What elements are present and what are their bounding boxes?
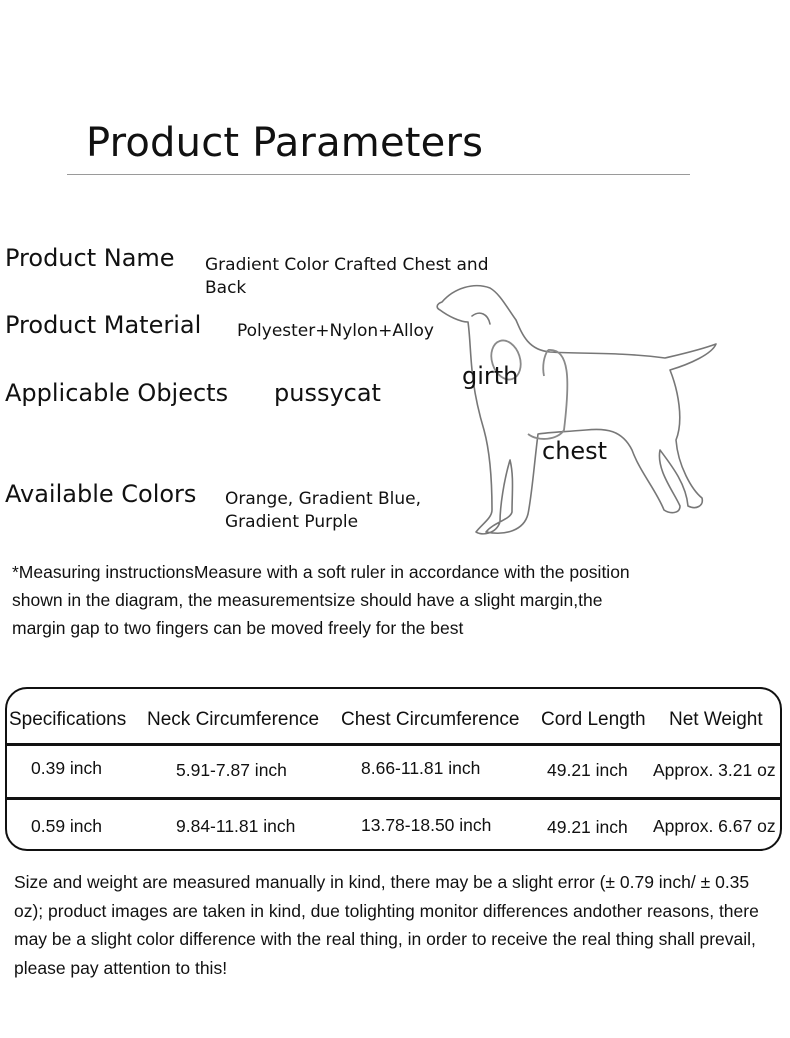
- dog-measurement-diagram: [420, 280, 730, 545]
- row2-weight: Approx. 6.67 oz: [653, 816, 776, 836]
- girth-label: girth: [462, 362, 519, 390]
- table-divider: [7, 743, 780, 746]
- row2-cord: 49.21 inch: [547, 817, 628, 837]
- header-net-weight: Net Weight: [669, 709, 763, 730]
- header-neck-circumference: Neck Circumference: [147, 709, 320, 730]
- header-cord-length: Cord Length: [541, 709, 646, 730]
- row1-weight: Approx. 3.21 oz: [653, 760, 776, 780]
- row2-spec: 0.59 inch: [31, 816, 103, 836]
- row1-chest: 8.66-11.81 inch: [361, 758, 481, 778]
- row1-cord: 49.21 inch: [547, 760, 628, 780]
- param-value-product-name: Gradient Color Crafted Chest and Back: [205, 255, 489, 298]
- measuring-instructions: *Measuring instructionsMeasure with a soft ruler in accordance with the position shown in the diagram, the measurementsize should have a slight margin,the margin gap to two fingers can be moved freely for the best: [12, 562, 630, 638]
- table-divider: [7, 797, 780, 800]
- param-label-product-material: Product Material: [5, 311, 202, 339]
- header-specifications: Specifications: [9, 709, 127, 730]
- size-table: [5, 687, 782, 851]
- param-label-applicable-objects: Applicable Objects: [5, 379, 229, 407]
- page-title: Product Parameters: [86, 120, 484, 166]
- chest-strap: [528, 350, 567, 439]
- param-value-product-material: Polyester+Nylon+Alloy: [237, 321, 434, 341]
- param-value-applicable-objects: pussycat: [274, 379, 381, 407]
- row2-chest: 13.78-18.50 inch: [361, 815, 492, 835]
- disclaimer-note: Size and weight are measured manually in kind, there may be a slight error (± 0.79 inch/ ± 0.35 oz); product images are taken in kind, due tolighting monitor differences andother reasons, there may be a slight color difference with the real thing, in order to receive the real thing shall prevail, please pay attention to this!: [14, 872, 759, 978]
- param-label-available-colors: Available Colors: [5, 480, 197, 508]
- chest-label: chest: [542, 437, 608, 465]
- param-value-available-colors: Orange, Gradient Blue, Gradient Purple: [225, 489, 422, 532]
- title-divider: [67, 174, 690, 175]
- row1-spec: 0.39 inch: [31, 758, 103, 778]
- param-label-product-name: Product Name: [5, 244, 175, 272]
- row2-neck: 9.84-11.81 inch: [176, 816, 296, 836]
- header-chest-circumference: Chest Circumference: [341, 709, 520, 730]
- dog-outline: [437, 286, 716, 534]
- row1-neck: 5.91-7.87 inch: [176, 760, 287, 780]
